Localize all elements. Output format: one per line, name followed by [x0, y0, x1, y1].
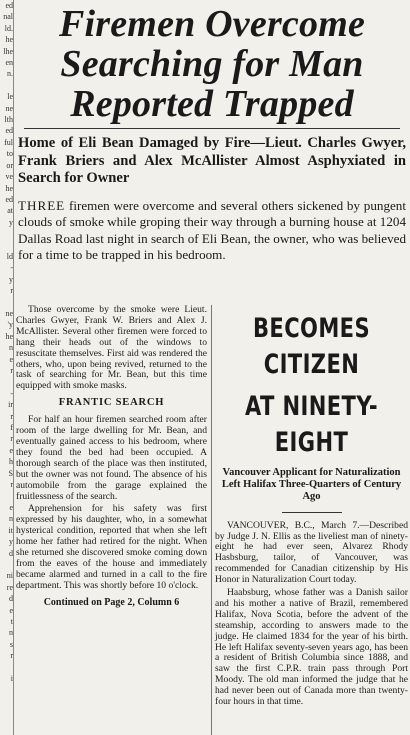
margin-fragment: le [7, 92, 13, 102]
margin-fragment: r [10, 286, 13, 296]
margin-fragment [0, 240, 13, 251]
margin-fragment: at [7, 206, 13, 216]
margin-fragment [0, 662, 13, 673]
margin-fragment: e [9, 605, 13, 615]
margin-fragment: y [9, 217, 13, 227]
margin-fragment: - [10, 263, 13, 273]
margin-fragment: h [9, 457, 13, 467]
headline-line-1: Firemen Overcome [58, 3, 366, 45]
lead-text: firemen were overcome and several others sickened by pungent clouds of smoke while groping their way through a burning house at 1204 Dallas Road last night in search of Eli Bean, the owner, who was believed for a time to be trapped in his bedroom. [18, 197, 406, 262]
margin-fragment: i [10, 673, 13, 683]
citizen-headline-line-1: BECOMES CITIZEN [252, 313, 371, 380]
margin-fragment: ed [5, 1, 13, 10]
margin-fragment: y [9, 537, 13, 547]
margin-fragment: ed [5, 126, 13, 136]
margin-fragment: he [5, 183, 13, 193]
citizen-paragraph-1: VANCOUVER, B.C., March 7.—Described by Judge J. N. Ellis as the liveliest man of ninety-eight he had ever seen, Alvarez Rhody Hasbsburg, tailor, of Vancouver, was recommended for Canadian citizenship by His Honor in Naturalization Court today. [215, 519, 408, 586]
margin-fragment: ir [8, 400, 13, 410]
citizen-subheadline: Vancouver Applicant for Naturalization Left Halifax Three-Quarters of Century Ago [221, 467, 402, 503]
headline-line-3: Reported Trapped [70, 83, 354, 125]
margin-fragment: it [8, 525, 13, 535]
margin-fragment [0, 559, 13, 570]
lead-paragraph [18, 198, 406, 264]
margin-fragment: s [9, 639, 13, 649]
adjacent-column-fragment [0, 0, 14, 735]
section-subhead: FRANTIC SEARCH [58, 397, 165, 409]
margin-fragment: S [8, 468, 13, 478]
margin-fragment: re [6, 582, 13, 592]
margin-fragment: e [9, 354, 13, 364]
margin-fragment: n. [7, 69, 13, 79]
margin-fragment: r [10, 366, 13, 375]
margin-fragment: r [10, 480, 13, 490]
headline [16, 4, 408, 124]
margin-fragment: - [10, 388, 13, 398]
margin-fragment: d [9, 594, 13, 604]
citizen-headline-line-2: AT NINETY-EIGHT [244, 391, 378, 458]
margin-fragment: e [9, 445, 13, 455]
margin-fragment: ve [5, 172, 13, 182]
margin-fragment [0, 228, 13, 239]
margin-fragment: d [9, 548, 13, 558]
deck-subheadline: Home of Eli Bean Damaged by Fire—Lieut. Charles Gwyer, Frank Briers and Alex McAllister Almost Asphyxiated in Search for Owner [18, 135, 406, 186]
right-column [215, 305, 408, 710]
margin-fragment: ld [6, 251, 13, 261]
headline-line-2: Searching for Man [60, 43, 364, 85]
headline-rule [24, 128, 400, 129]
margin-fragment: en [5, 58, 13, 68]
margin-fragment [0, 376, 13, 387]
margin-fragment [0, 80, 13, 91]
margin-fragment: t [10, 616, 13, 626]
body-paragraph-2: For half an hour firemen searched room after room of the large dwelling for Mr. Bean, and eventually gained access to his bedroom, where they found the bed had been occupied. A thorough search of the place was then instituted, but the owner was not found. The absence of his automobile from the garage explained the fruitlessness of the search. [16, 414, 207, 502]
margin-fragment: ful [4, 137, 13, 147]
margin-fragment: lth [4, 115, 13, 125]
margin-fragment: f [10, 423, 13, 433]
margin-fragment: nal [3, 12, 13, 22]
continued-note: Continued on Page 2, Column 6 [43, 596, 180, 608]
lead-dropcap: THREE [18, 197, 66, 213]
margin-fragment: or [6, 160, 13, 170]
margin-fragment: r [10, 411, 13, 421]
margin-fragment [0, 297, 13, 308]
margin-fragment: e [9, 502, 13, 512]
margin-fragment: ed [5, 194, 13, 204]
margin-fragment: lhe [3, 46, 13, 56]
margin-fragment: n [9, 514, 13, 524]
margin-fragment [0, 490, 13, 501]
citizen-rule [282, 512, 342, 513]
margin-fragment: 'y [7, 320, 13, 330]
citizen-paragraph-2: Haabsburg, whose father was a Danish sailor and his mother a native of Brazil, remembered Halifax, Nova Scotia, before the advent of the steamship, according to answers made to the judge. He claimed 1834 for the year of his birth. He left Halifax seventy-seven years ago, has been a resident of British Columbia since 1888, and saw the first C.P.R. train pass through Port Moody. The old man informed the judge that he had never been out of Canada more than twenty-four hours in that time. [215, 587, 408, 708]
margin-fragment: ni [6, 571, 13, 581]
margin-fragment: y [9, 274, 13, 284]
body-columns [16, 305, 408, 735]
margin-fragment: he [5, 35, 13, 45]
margin-fragment: r [10, 651, 13, 661]
margin-fragment: to [6, 149, 13, 159]
margin-fragment: ne [5, 103, 13, 113]
margin-fragment: r [10, 434, 13, 444]
margin-fragment: he [5, 331, 13, 341]
column-divider [211, 305, 212, 735]
main-story [16, 0, 408, 264]
margin-fragment: n [9, 628, 13, 638]
margin-fragment: n [9, 343, 13, 353]
left-column [16, 305, 207, 609]
body-paragraph-3: Apprehension for his safety was first expressed by his daughter, who, in a somewhat hysterical condition, reported that when she left home her father had retired for the night. When she returned she discovered smoke coming down from the eaves of the house and immediately became alarmed and turned in a call to the fire department. This was shortly before 10 o'clock. [16, 503, 207, 591]
body-paragraph-1: Those overcome by the smoke were Lieut. Charles Gwyer, Frank W. Briers and Alex J. McAllister. Several other firemen were forced to hang their heads out of the windows to resuscitate themselves. First aid was rendered the others, who, upon being revived, returned to the task of searching for Mr. Bean, but this time equipped with smoke masks. [16, 304, 207, 392]
margin-fragment: ne [5, 308, 13, 318]
margin-fragment: ld. [4, 23, 13, 33]
